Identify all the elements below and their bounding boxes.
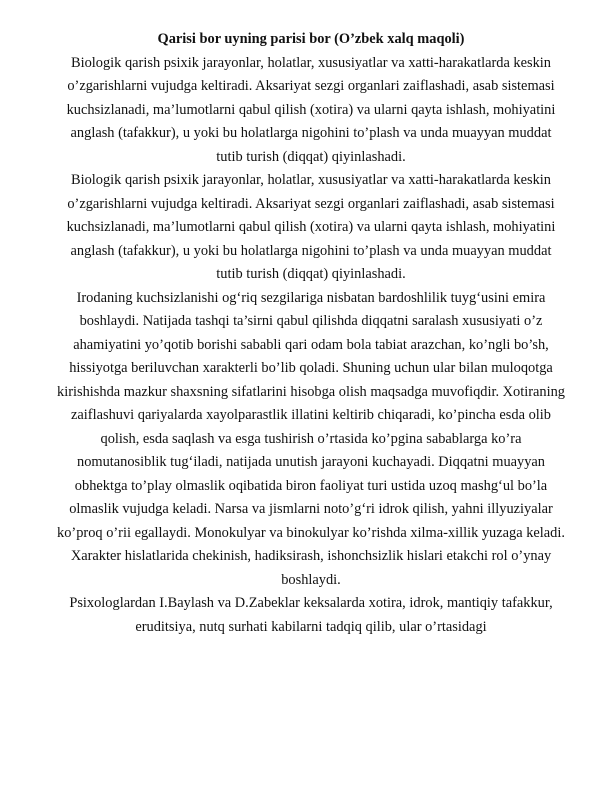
paragraph-1: Biologik qarish psixik jarayonlar, holatlar, xususiyatlar va xatti-harakatlarda keskin o’zgarishlarni vujudga keltiradi. Aksariyat sezgi organlari zaiflashadi, asab sistemasi kuchsizlanadi, ma’lumotlarni qabul qilish (xotira) va ularni qayta ishlash, mohiyatini anglash (tafakkur), u yoki bu holatlarga nigohini to’plash va unda muayyan muddat tutib turish (diqqat) qiyinlashadi. bbox=[66, 54, 556, 165]
document-page bbox=[56, 28, 566, 639]
paragraph-4: Psixologlardan I.Baylash va D.Zabeklar keksalarda xotira, idrok, mantiqiy tafakkur, eruditsiya, nutq surhati kabilarni tadqiq qilib, ular o’rtasidagi bbox=[69, 595, 553, 635]
paragraph-3: Irodaning kuchsizlanishi og‘riq sezgilariga nisbatan bardoshlilik tuyg‘usini emira boshlaydi. Natijada tashqi ta’sirni qabul qilishda diqqatni saralash xususiyati o’z ahamiyatini yo’qotib borishi sababli qari odam bola tabiat arazchan, ko’ngli bo’sh, hissiyotga beriluvchan xarakterli bo’lib qoladi. Shuning uchun ular bilan muloqotga kirishishda mazkur shaxsning sifatlarini hisobga olish maqsadga muvofiqdir. Xotiraning zaiflashuvi qariyalarda xayolparastlik illatini keltirib chiqaradi, ko’pincha esda olib qolish, esda saqlash va esga tushirish o’rtasida ko’pgina sabablarga ko’ra nomutanosiblik tug‘iladi, natijada unutish jarayoni kuchayadi. Diqqatni muayyan obhektga to’play olmaslik oqibatida biron faoliyat turi ustida uzoq mashg‘ul bo’la olmaslik vujudga keladi. Narsa va jismlarni noto’g‘ri idrok qilish, yahni illyuziyalar ko’proq o’rii egallaydi. Monokulyar va binokulyar ko’rishda xilma-xillik yuzaga keladi. Xarakter hislatlarida chekinish, hadiksirash, ishonchsizlik hislari etakchi rol o’ynay boshlaydi. bbox=[57, 289, 565, 588]
paragraph-2: Biologik qarish psixik jarayonlar, holatlar, xususiyatlar va xatti-harakatlarda keskin o’zgarishlarni vujudga keltiradi. Aksariyat sezgi organlari zaiflashadi, asab sistemasi kuchsizlanadi, ma’lumotlarni qabul qilish (xotira) va ularni qayta ishlash, mohiyatini anglash (tafakkur), u yoki bu holatlarga nigohini to’plash va unda muayyan muddat tutib turish (diqqat) qiyinlashadi. bbox=[66, 172, 556, 282]
document-title: Qarisi bor uyning parisi bor (O’zbek xalq maqoli) bbox=[157, 31, 465, 47]
